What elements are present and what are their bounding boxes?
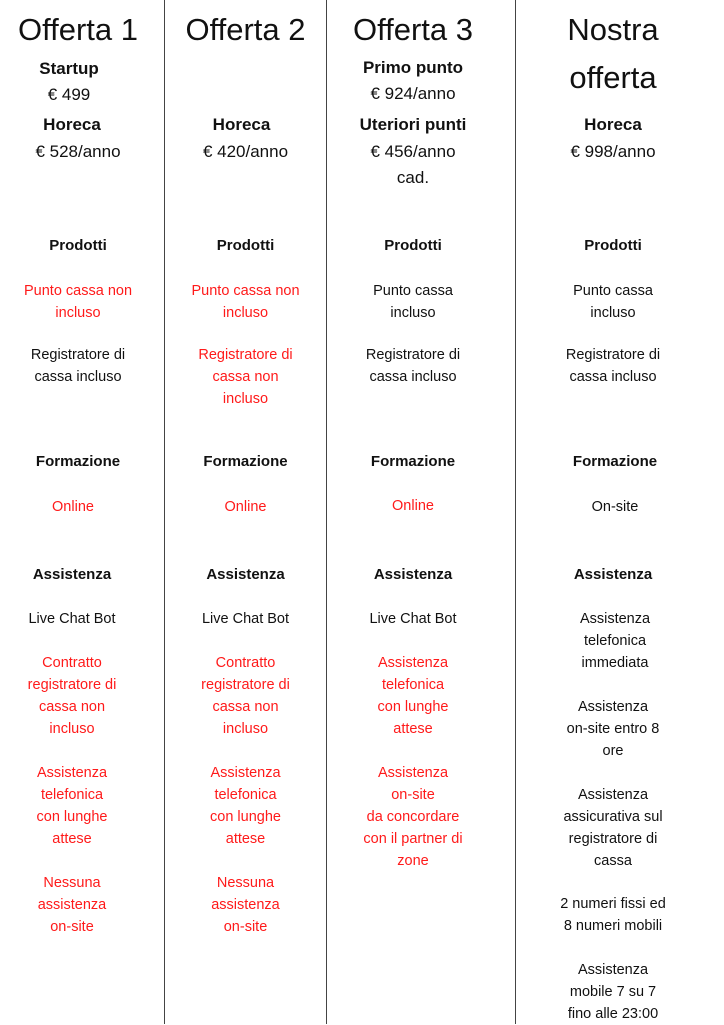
feature-item: Live Chat Bot: [28, 611, 116, 627]
section-heading-formazione: Formazione: [572, 453, 658, 470]
feature-item: Online: [392, 498, 434, 514]
pricing-price: € 528/anno: [35, 142, 121, 161]
feature-item: Punto cassa non incluso: [23, 283, 133, 321]
section-heading-prodotti: Prodotti: [216, 237, 275, 254]
feature-item: Assistenza telefonica con lunghe attese: [210, 765, 281, 847]
offer-title: Nostra offerta: [567, 12, 659, 95]
feature-item: Registratore di cassa incluso: [365, 347, 461, 385]
section-heading-formazione: Formazione: [203, 453, 288, 470]
feature-item: Registratore di cassa incluso: [565, 347, 661, 385]
feature-item: Assistenza mobile 7 su 7 fino alle 23:00: [567, 962, 659, 1022]
section-heading-formazione: Formazione: [35, 453, 121, 470]
feature-item: Assistenza telefonica con lunghe attese: [36, 765, 108, 847]
pricing-price: € 420/anno: [202, 142, 289, 161]
section-heading-prodotti: Prodotti: [49, 237, 107, 254]
feature-item: Punto cassa incluso: [573, 283, 653, 321]
offer-column-2: [165, 0, 326, 1024]
feature-item: Assistenza assicurativa sul registratore di cassa: [563, 787, 663, 869]
offer-column-1: [0, 0, 156, 1024]
feature-item: Contratto registratore di cassa non incluso: [27, 655, 117, 737]
feature-item: Contratto registratore di cassa non incluso: [201, 655, 290, 737]
pricing-price: € 499: [47, 85, 91, 104]
section-heading-prodotti: Prodotti: [384, 237, 442, 254]
pricing-price: € 456/anno cad.: [370, 142, 456, 187]
section-heading-assistenza: Assistenza: [373, 566, 453, 583]
offer-title: Offerta 3: [352, 12, 474, 47]
offer-title: Offerta 1: [17, 12, 139, 47]
feature-item: Registratore di cassa non incluso: [198, 347, 293, 407]
feature-item: Registratore di cassa incluso: [30, 347, 126, 385]
section-heading-formazione: Formazione: [370, 453, 456, 470]
feature-item: Assistenza on-site da concordare con il partner di zone: [363, 765, 463, 869]
section-heading-assistenza: Assistenza: [32, 566, 112, 583]
pricing-price: € 998/anno: [570, 142, 656, 161]
feature-item: Nessuna assistenza on-site: [211, 875, 280, 935]
pricing-label: Horeca: [212, 115, 271, 134]
feature-item: Live Chat Bot: [201, 611, 290, 627]
feature-item: Online: [52, 499, 94, 515]
feature-item: Nessuna assistenza on-site: [37, 875, 107, 935]
section-heading-assistenza: Assistenza: [573, 566, 653, 583]
pricing-label: Horeca: [584, 115, 642, 134]
section-heading-assistenza: Assistenza: [206, 566, 285, 583]
feature-item: Assistenza on-site entro 8 ore: [566, 699, 660, 759]
feature-item: Assistenza telefonica immediata: [579, 611, 651, 671]
feature-item: Punto cassa non incluso: [191, 283, 300, 321]
feature-item: On-site: [591, 499, 639, 515]
section-heading-prodotti: Prodotti: [584, 237, 642, 254]
feature-item: Online: [224, 499, 267, 515]
feature-item: 2 numeri fissi ed 8 numeri mobili: [560, 896, 666, 934]
pricing-label: Primo punto: [362, 58, 464, 77]
feature-item: Assistenza telefonica con lunghe attese: [377, 655, 449, 737]
feature-item: Punto cassa incluso: [373, 283, 453, 321]
offer-column-ours: [516, 0, 710, 1024]
offer-column-3: [327, 0, 499, 1024]
pricing-label: Startup: [39, 59, 99, 78]
pricing-price: € 924/anno: [370, 84, 456, 103]
feature-item: Live Chat Bot: [369, 611, 457, 627]
pricing-label: Horeca: [43, 115, 101, 134]
offer-title: Offerta 2: [185, 12, 306, 47]
pricing-label: Uteriori punti: [359, 115, 467, 134]
